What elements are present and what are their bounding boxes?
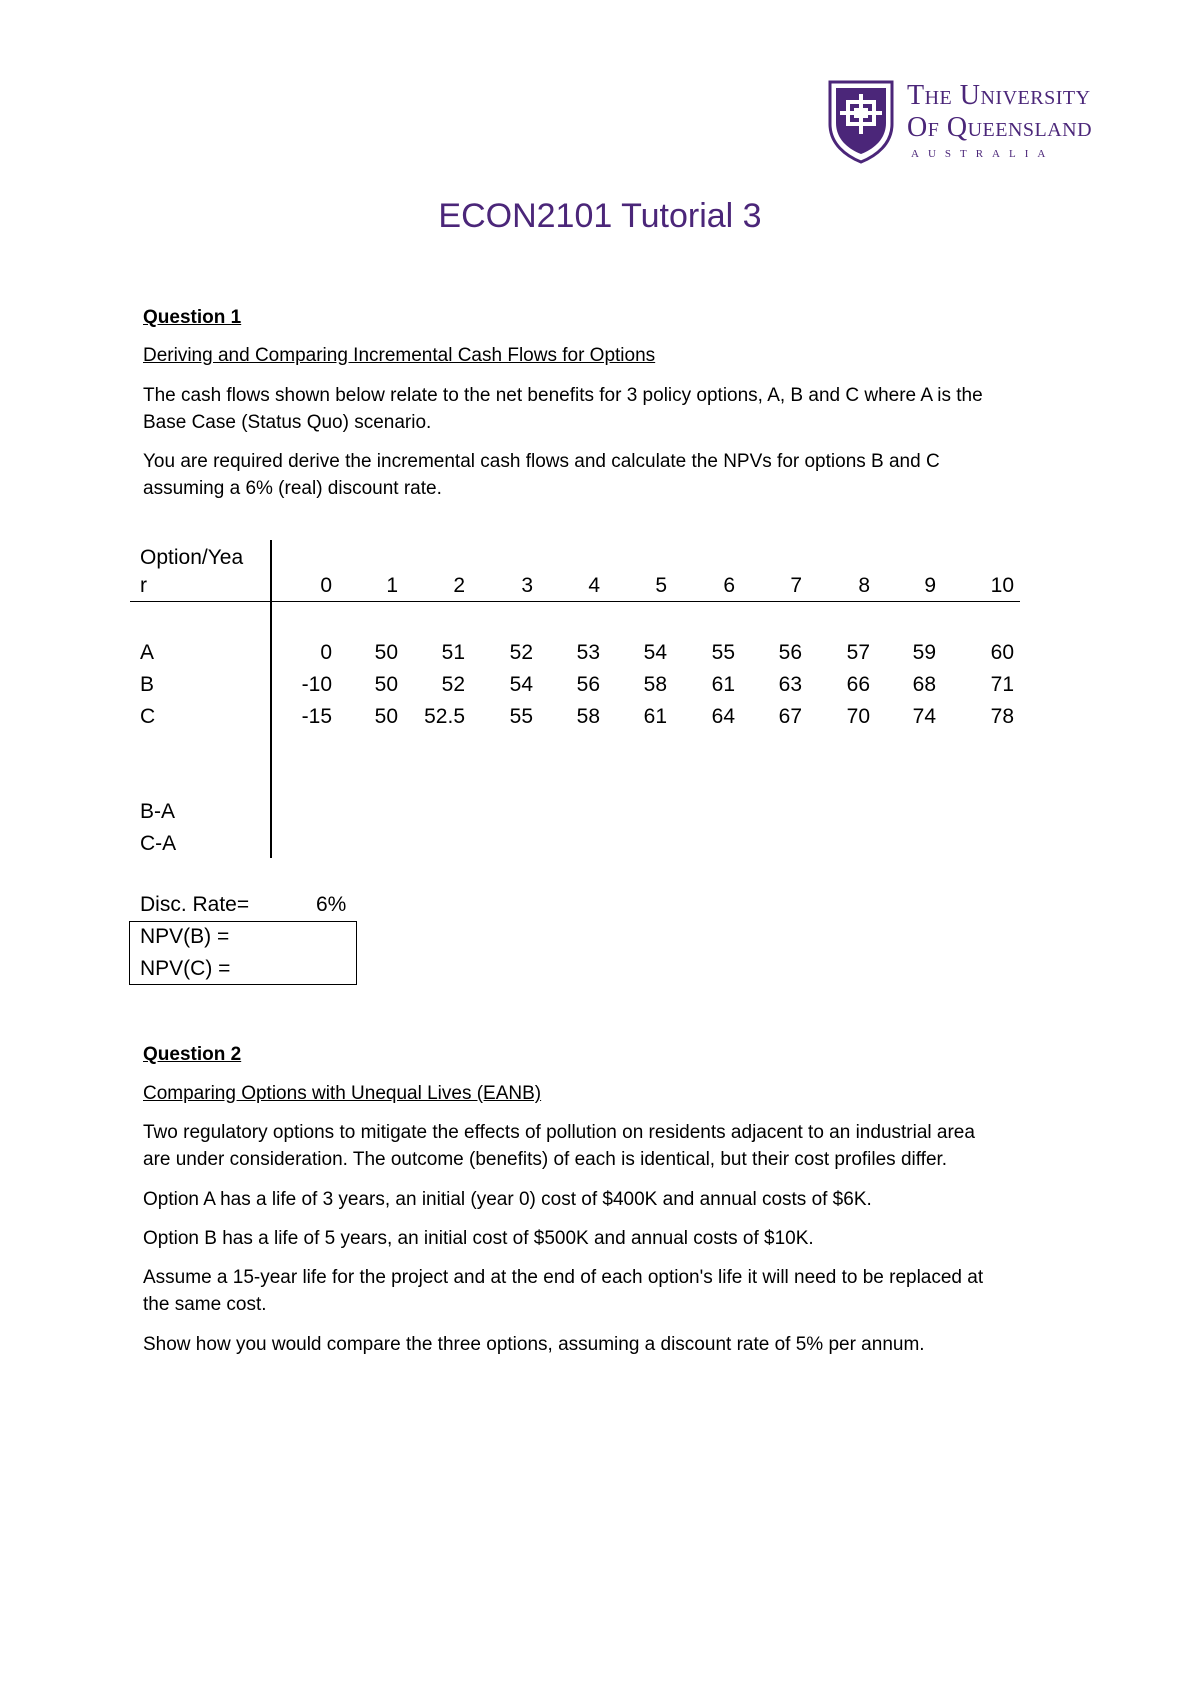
table-year-header: 4 (588, 574, 600, 597)
university-logo (828, 80, 1128, 172)
table-cell: 53 (576, 641, 600, 664)
table-cell: 64 (711, 705, 735, 728)
table-header-label-line1: Option/Yea (140, 546, 244, 569)
logo-text-line3: AUSTRALIA (911, 148, 1055, 160)
table-cell: -15 (301, 705, 332, 728)
crest-icon (828, 80, 894, 164)
table-cell: 58 (576, 705, 600, 728)
disc-rate-label: Disc. Rate= (140, 893, 250, 916)
q1-para2-line2: assuming a 6% (real) discount rate. (143, 478, 442, 499)
table-cell: 52 (509, 641, 533, 664)
q2-para3: Option B has a life of 5 years, an initial cost of $500K and annual costs of $10K. (143, 1228, 814, 1249)
q1-para2-line1: You are required derive the incremental cash flows and calculate the NPVs for options B and C (143, 451, 940, 472)
table-cell: 70 (846, 705, 870, 728)
table-cell: 58 (643, 673, 667, 696)
table-cell: 50 (374, 641, 398, 664)
table-year-header: 0 (320, 574, 332, 597)
table-cell: 52 (441, 673, 465, 696)
q1-para1-line2: Base Case (Status Quo) scenario. (143, 412, 432, 433)
npv-b-label: NPV(B) = (140, 925, 230, 948)
table-cell: 59 (912, 641, 936, 664)
q2-para4-line2: the same cost. (143, 1294, 267, 1315)
logo-text-line2: Of Queensland (907, 112, 1093, 143)
table-cell: 50 (374, 705, 398, 728)
table-cell: 67 (778, 705, 802, 728)
table-cell: 56 (576, 673, 600, 696)
table-cell: 66 (846, 673, 870, 696)
logo-text-line1: The University (907, 80, 1091, 111)
table-cell: 54 (509, 673, 533, 696)
table-row-label-a: A (140, 641, 155, 664)
table-cell: -10 (301, 673, 332, 696)
table-row-label-b-minus-a: B-A (140, 800, 176, 823)
table-row-label-b: B (140, 673, 155, 696)
table-cell: 57 (846, 641, 870, 664)
q2-para1-line2: are under consideration. The outcome (benefits) of each is identical, but their cost profiles differ. (143, 1149, 948, 1170)
table-cell: 78 (990, 705, 1014, 728)
table-year-header: 9 (924, 574, 936, 597)
table-cell: 55 (509, 705, 533, 728)
table-year-header: 1 (386, 574, 398, 597)
q2-para5: Show how you would compare the three options, assuming a discount rate of 5% per annum. (143, 1334, 925, 1355)
q2-para4-line1: Assume a 15-year life for the project and at the end of each option's life it will need to be replaced at (143, 1267, 984, 1288)
q2-heading: Question 2 (143, 1044, 242, 1065)
table-cell: 71 (990, 673, 1014, 696)
q2-subheading: Comparing Options with Unequal Lives (EANB) (143, 1083, 542, 1104)
table-cell: 56 (778, 641, 802, 664)
table-cell: 50 (374, 673, 398, 696)
table-cell: 63 (778, 673, 802, 696)
table-year-header: 8 (858, 574, 870, 597)
q1-para1-line1: The cash flows shown below relate to the net benefits for 3 policy options, A, B and C where A is the (143, 385, 983, 406)
table-cell: 60 (990, 641, 1014, 664)
table-header-divider (130, 601, 1020, 602)
table-year-header: 3 (521, 574, 533, 597)
page-title: ECON2101 Tutorial 3 (438, 197, 762, 235)
table-cell: 61 (643, 705, 667, 728)
table-year-header: 7 (790, 574, 802, 597)
table-cell: 55 (711, 641, 735, 664)
table-row-label-c-minus-a: C-A (140, 832, 177, 855)
table-cell: 54 (643, 641, 667, 664)
q1-heading: Question 1 (143, 307, 242, 328)
table-year-header: 6 (723, 574, 735, 597)
table-header-label-line2: r (140, 574, 147, 597)
table-cell: 61 (711, 673, 735, 696)
table-cell: 52.5 (424, 705, 465, 728)
table-cell: 0 (320, 641, 332, 664)
q1-subheading: Deriving and Comparing Incremental Cash Flows for Options (143, 345, 656, 366)
table-year-header: 2 (453, 574, 465, 597)
table-cell: 74 (912, 705, 936, 728)
table-year-header: 10 (990, 574, 1014, 597)
q2-para2: Option A has a life of 3 years, an initial (year 0) cost of $400K and annual costs of $6K. (143, 1189, 872, 1210)
disc-rate-value: 6% (316, 893, 347, 916)
table-year-header: 5 (655, 574, 667, 597)
npv-c-label: NPV(C) = (140, 957, 231, 980)
q2-para1-line1: Two regulatory options to mitigate the effects of pollution on residents adjacent to an industrial area (143, 1122, 975, 1143)
table-row-label-c: C (140, 705, 156, 728)
table-cell: 68 (912, 673, 936, 696)
table-cell: 51 (441, 641, 465, 664)
